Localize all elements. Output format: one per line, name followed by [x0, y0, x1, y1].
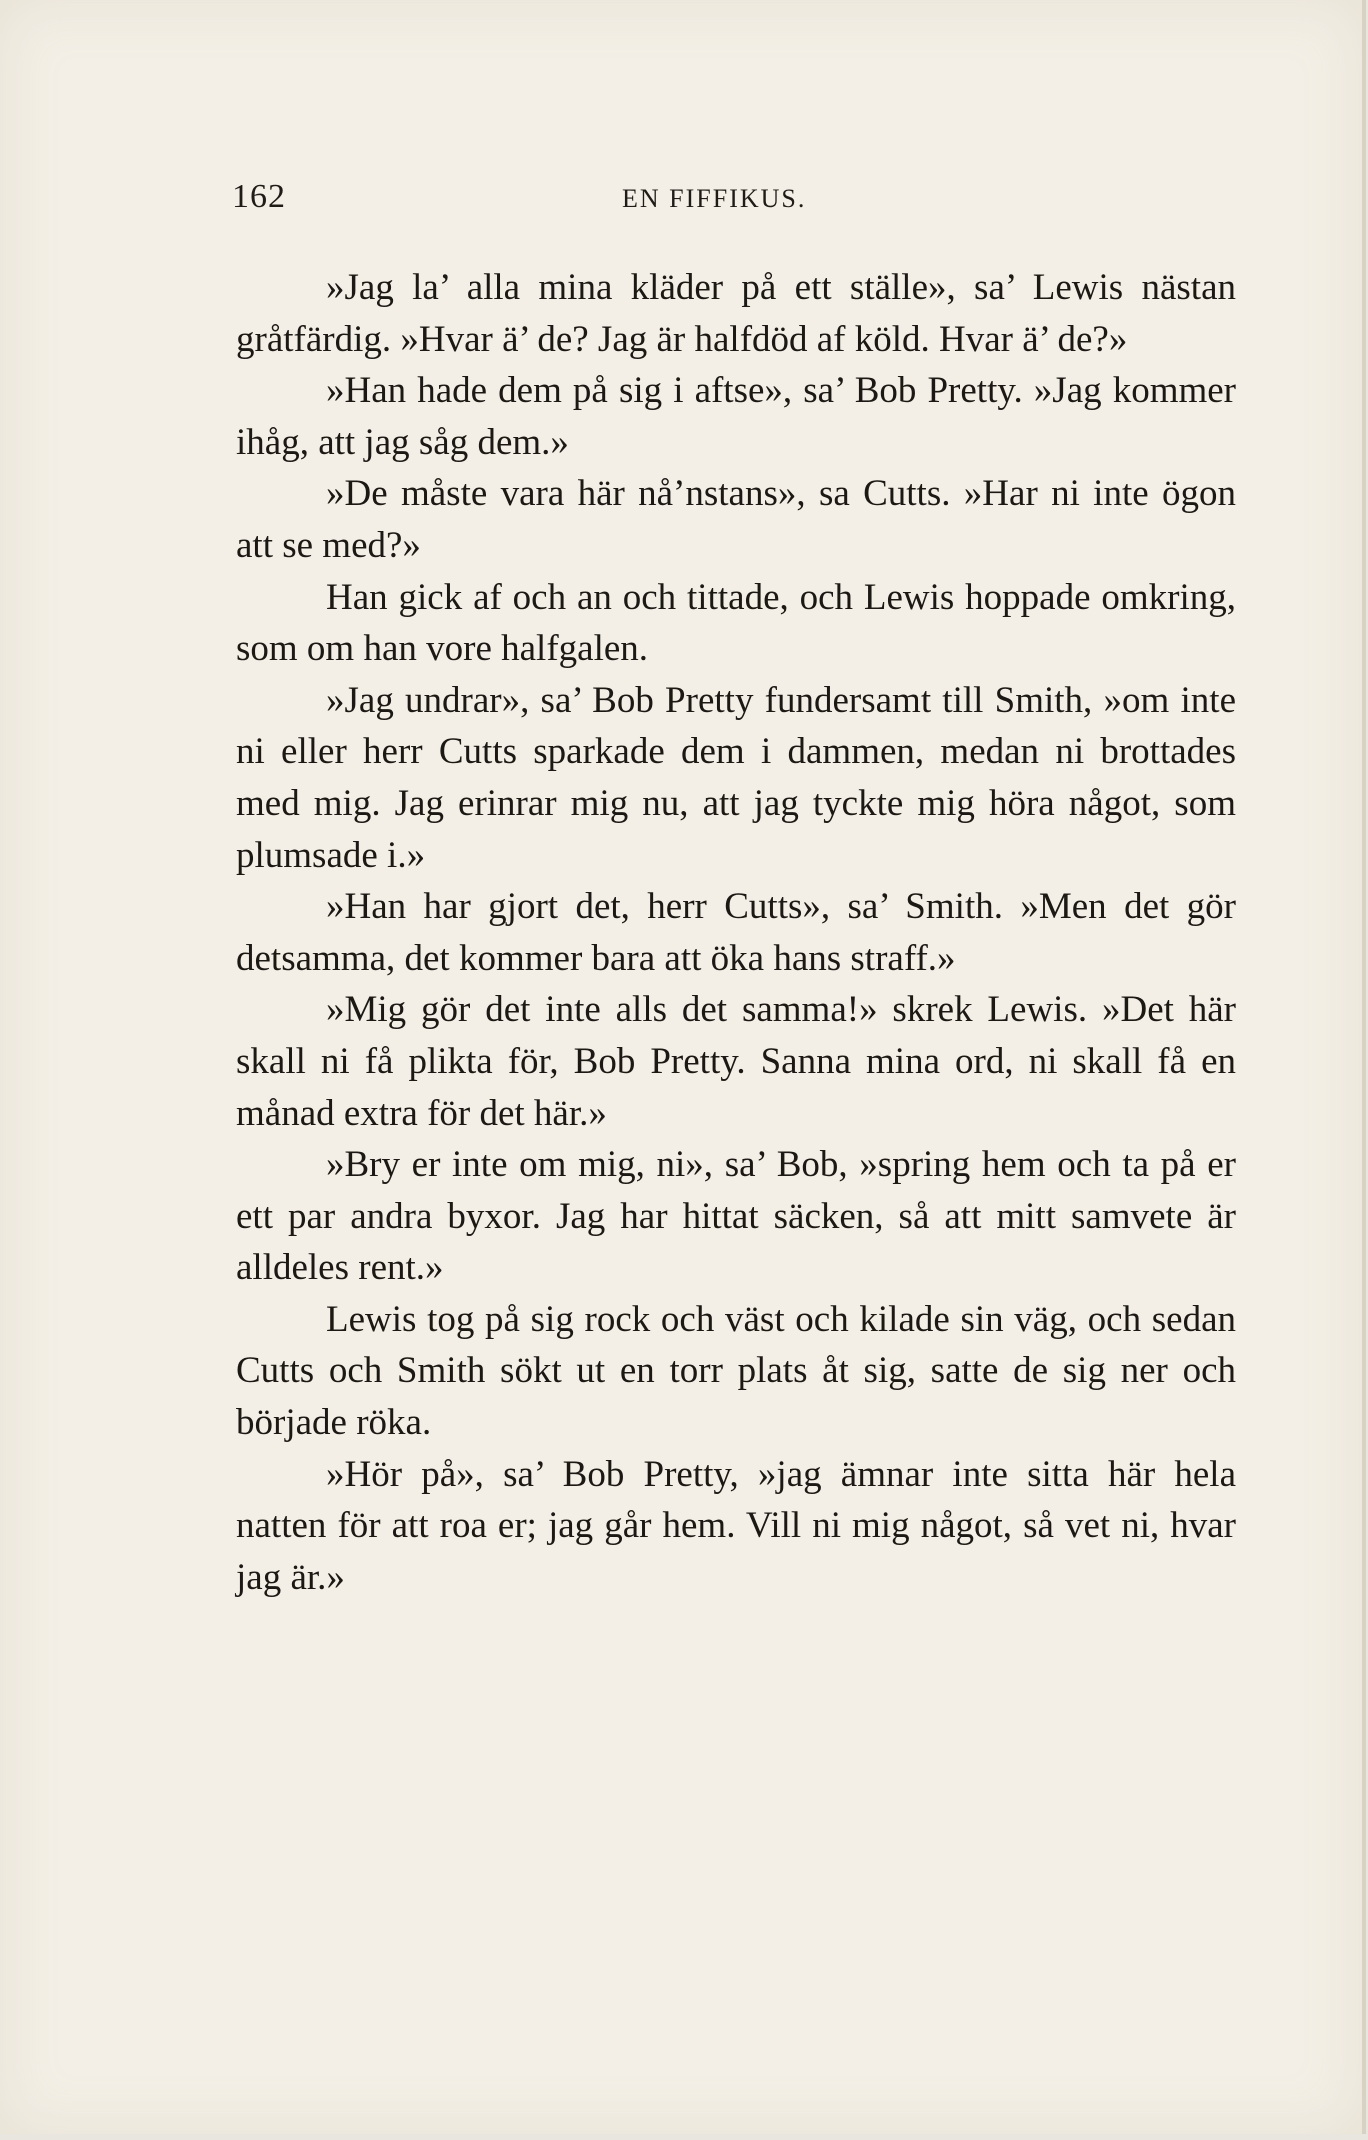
paragraph: »Jag la’ alla mina kläder på ett ställe», sa’ Lewis nästan gråtfärdig. »Hvar ä’ de? Jag är halfdöd af köld. Hvar ä’ de?»	[236, 267, 1236, 360]
paragraph: »Mig gör det inte alls det samma!» skrek Lewis. »Det här skall ni få plikta för, Bob Pretty. Sanna mina ord, ni skall få en månad extra för det här.»	[236, 989, 1236, 1134]
paragraph: »Han har gjort det, herr Cutts», sa’ Smith. »Men det gör detsamma, det kommer bara att öka hans straff.»	[236, 886, 1236, 979]
paragraph: Han gick af och an och tittade, och Lewis hoppade omkring, som om han vore halfgalen.	[236, 576, 1236, 670]
paragraph: »Jag undrar», sa’ Bob Pretty fundersamt till Smith, »om inte ni eller herr Cutts sparkade dem i dammen, medan ni brottades med mig. Jag erinrar mig nu, att jag tyckte mig höra något, som plumsade i.»	[236, 679, 1236, 876]
paragraph: »De måste vara här nå’nstans», sa Cutts. »Har ni inte ögon att se med?»	[236, 473, 1236, 566]
paragraph: »Bry er inte om mig, ni», sa’ Bob, »spring hem och ta på er ett par andra byxor. Jag har hittat säcken, så att mitt samvete är alldeles rent.»	[236, 1144, 1236, 1289]
running-title: EN FIFFIKUS.	[622, 184, 807, 213]
paragraph: »Hör på», sa’ Bob Pretty, »jag ämnar inte sitta här hela natten för att roa er; jag går hem. Vill ni mig något, så vet ni, hvar jag är.»	[236, 1453, 1236, 1598]
paragraph: »Han hade dem på sig i aftse», sa’ Bob Pretty. »Jag kommer ihåg, att jag såg dem.»	[236, 370, 1236, 463]
running-head	[232, 178, 1242, 226]
paragraph: Lewis tog på sig rock och väst och kilade sin väg, och sedan Cutts och Smith sökt ut en torr plats åt sig, satte de sig ner och började röka.	[236, 1298, 1236, 1444]
page-number: 162	[232, 178, 286, 215]
body-text	[236, 262, 1236, 1603]
